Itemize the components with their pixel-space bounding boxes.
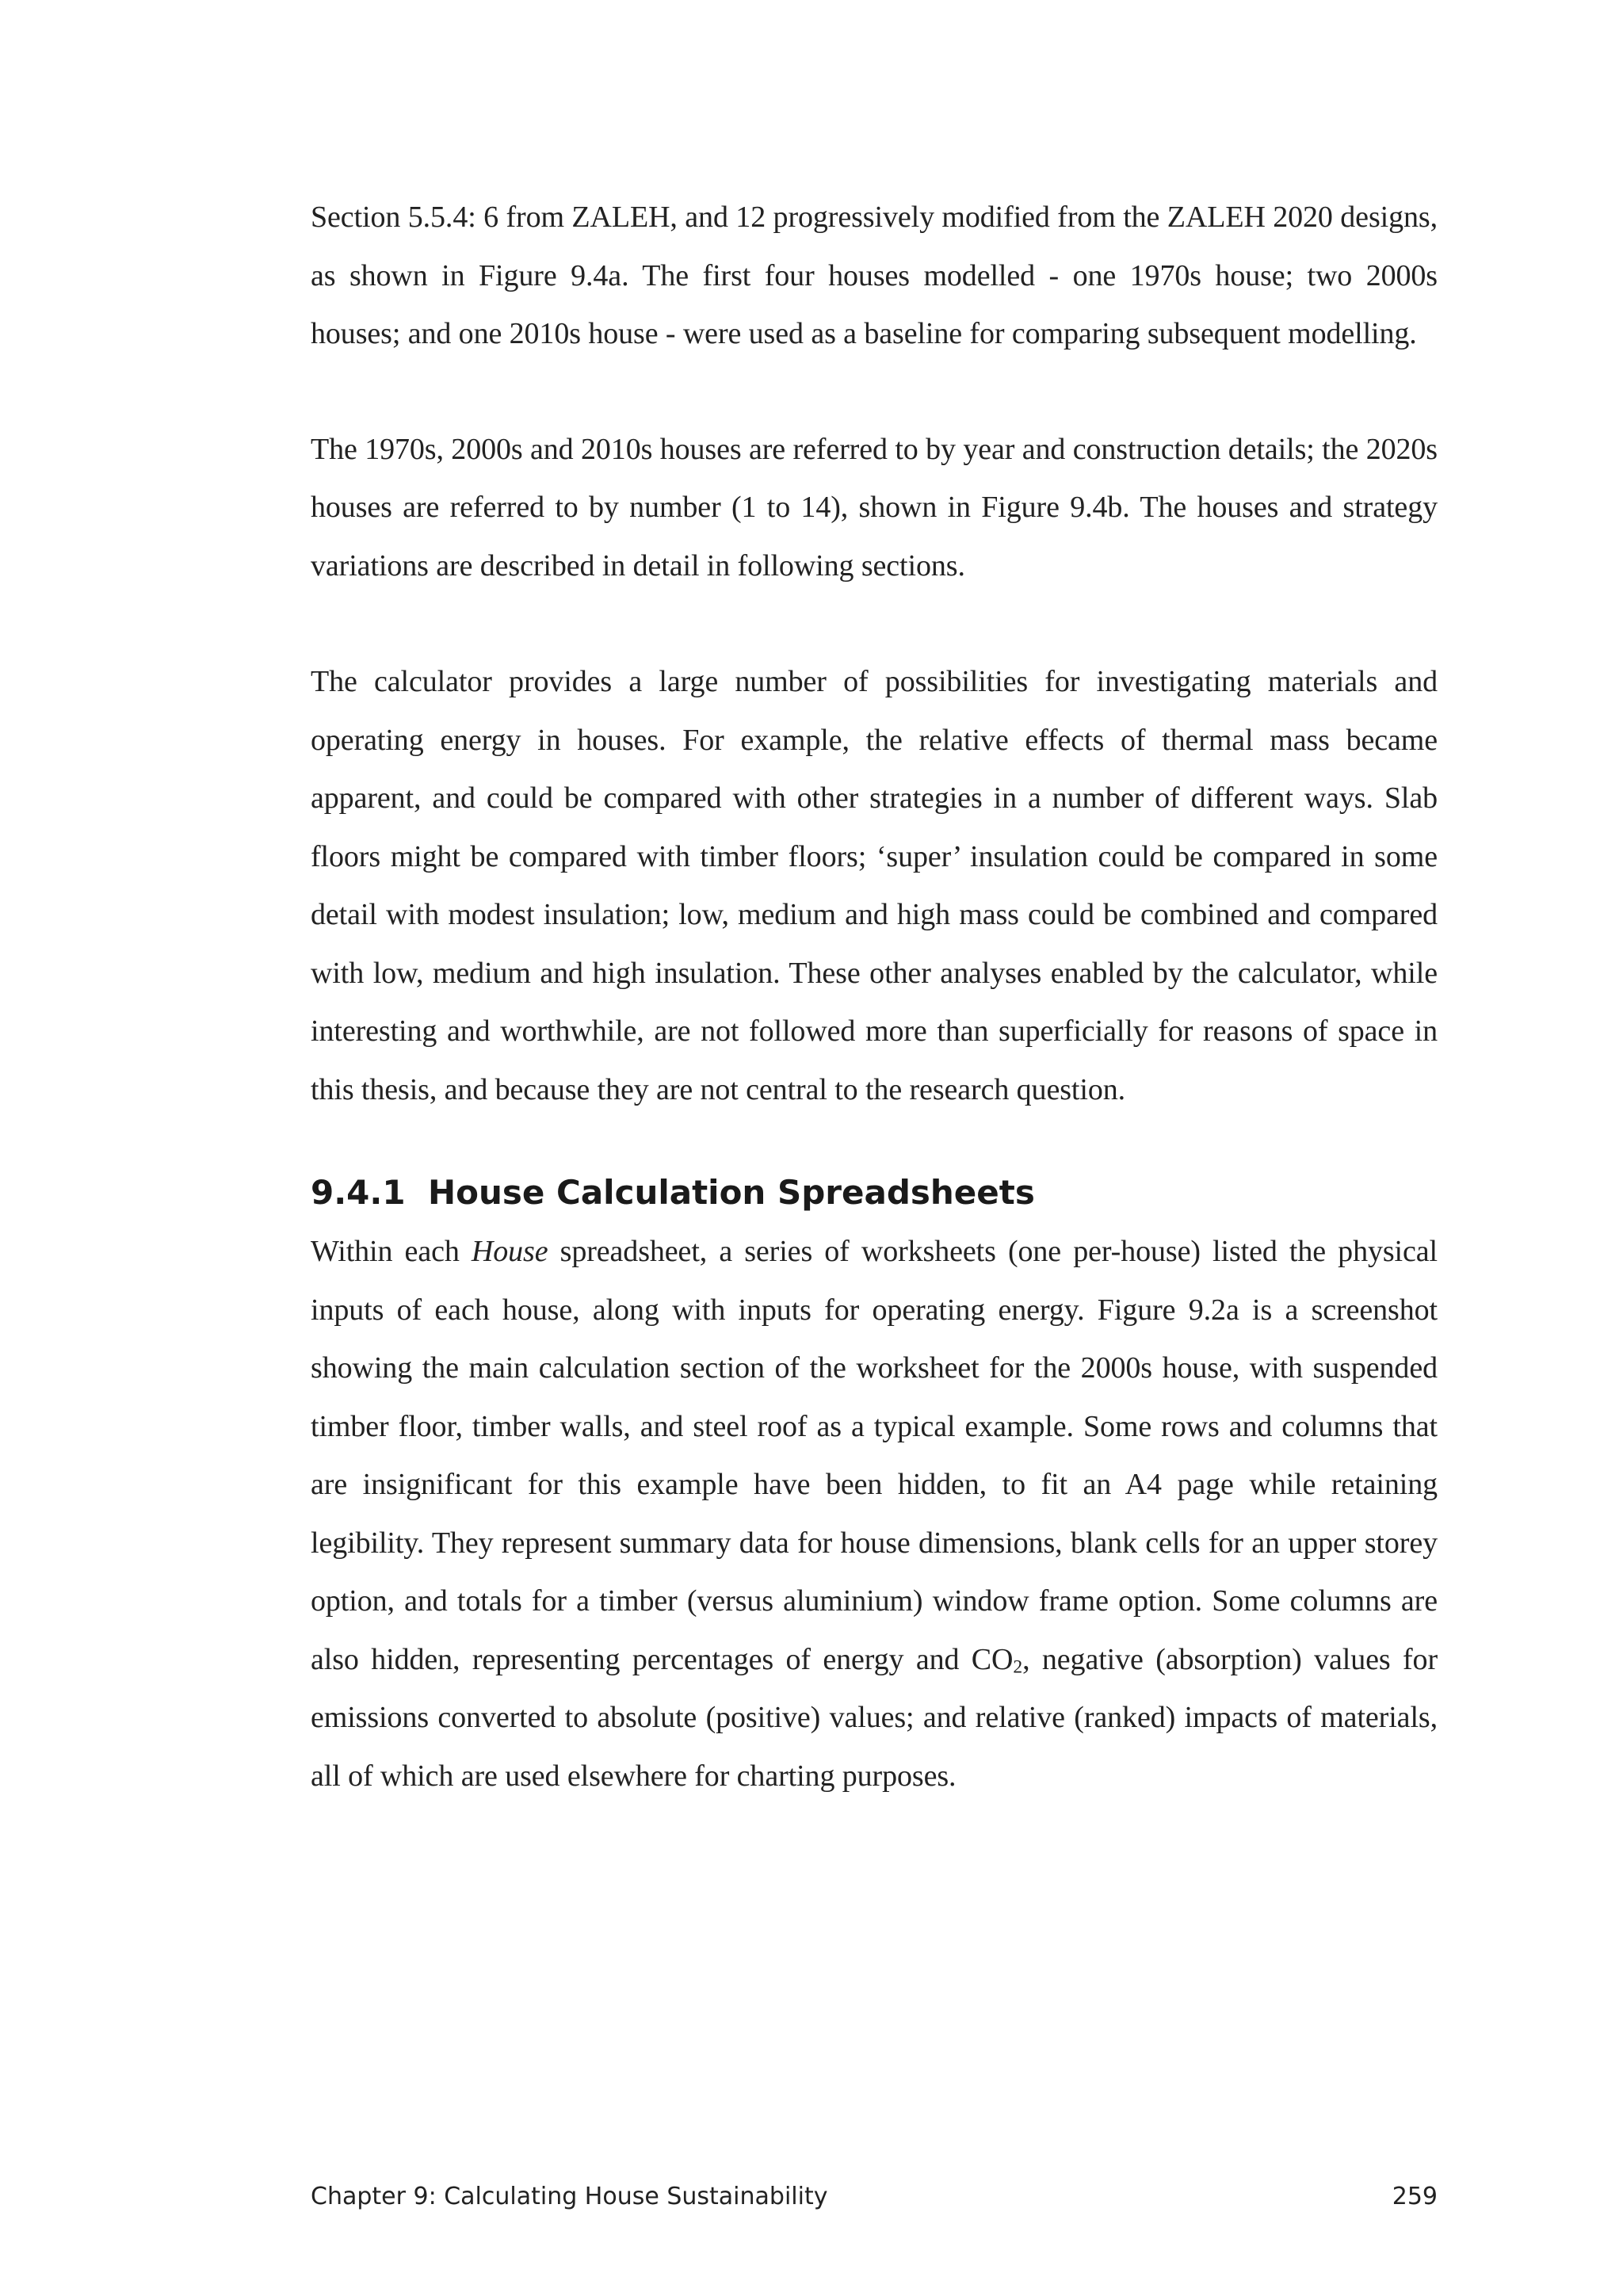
paragraph-1: Section 5.5.4: 6 from ZALEH, and 12 progressively modified from the ZALEH 2020 designs, as shown in Figure 9.4a. The first four houses modelled - one 1970s house; two 2000s houses; and one 2010s house - were used as a baseline for comparing subsequent modelling. xyxy=(311,201,1438,350)
paragraph-4 xyxy=(311,1223,1438,1805)
footer-page-number: 259 xyxy=(1392,2183,1438,2210)
section-number: 9.4.1 xyxy=(311,1173,406,1212)
house-italic: House xyxy=(471,1235,548,1268)
section-heading xyxy=(311,1169,1438,1217)
paragraph-4-start: Within each xyxy=(311,1235,472,1268)
paragraph-3: The calculator provides a large number of possibilities for investigating materials and operating energy in houses. For example, the relative effects of thermal mass became apparent, and could be compared with other strategies in a number of different ways. Slab floors might be compared with timber floors; ‘super’ insulation could be compared in some detail with modest insulation; low, medium and high mass could be combined and compared with low, medium and high insulation. These other analyses enabled by the calculator, while interesting and worthwhile, are not followed more than superficially for reasons of space in this thesis, and because they are not central to the research question. xyxy=(311,665,1438,1106)
page-body xyxy=(311,189,1438,1863)
paragraph-2: The 1970s, 2000s and 2010s houses are referred to by year and construction details; the 2020s houses are referred to by number (1 to 14), shown in Figure 9.4b. The houses and strategy variations are described in detail in following sections. xyxy=(311,432,1438,583)
page-footer xyxy=(311,2181,1438,2213)
section-title: House Calculation Spreadsheets xyxy=(428,1173,1035,1212)
paragraph-4-end: , negative (absorption) values for emissions converted to absolute (positive) values; and relative (ranked) impacts of materials, all of which are used elsewhere for charting purposes. xyxy=(311,1642,1438,1793)
paragraph-4-middle: spreadsheet, a series of worksheets (one per-house) listed the physical inputs of each house, along with inputs for operating energy. Figure 9.2a is a screenshot showing the main calculation section of the worksheet for the 2000s house, with suspended timber floor, timber walls, and steel roof as a typical example. Some rows and columns that are insignificant for this example have been hidden, to fit an A4 page while retaining legibility. They represent summary data for house dimensions, blank cells for an upper storey option, and totals for a timber (versus aluminium) window frame option. Some columns are also hidden, representing percentages of energy and CO xyxy=(311,1235,1438,1676)
co2-subscript: 2 xyxy=(1013,1656,1023,1678)
footer-chapter-title: Chapter 9: Calculating House Sustainability xyxy=(311,2183,828,2210)
